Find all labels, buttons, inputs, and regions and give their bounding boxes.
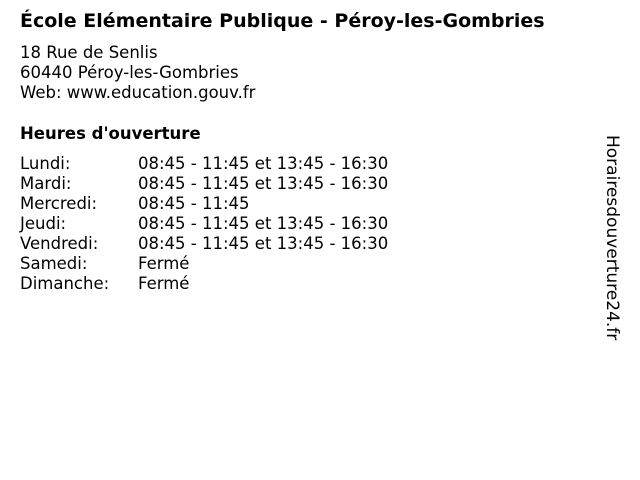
day-label: Mardi: xyxy=(20,174,72,193)
hours-value: 08:45 - 11:45 et 13:45 - 16:30 xyxy=(138,174,389,193)
street-address: 18 Rue de Senlis xyxy=(20,43,158,62)
city-address: 60440 Péroy-les-Gombries xyxy=(20,63,239,82)
address-block xyxy=(20,43,255,103)
page-title: École Elémentaire Publique - Péroy-les-Gombries xyxy=(20,10,545,32)
day-label: Dimanche: xyxy=(20,274,110,293)
day-label: Mercredi: xyxy=(20,194,98,213)
day-label: Samedi: xyxy=(20,254,88,273)
hours-value: 08:45 - 11:45 xyxy=(138,194,250,213)
site-watermark: Horairesdouverture24.fr xyxy=(602,135,622,341)
hours-value: Fermé xyxy=(138,254,190,273)
day-label: Jeudi: xyxy=(20,214,67,233)
day-label: Vendredi: xyxy=(20,234,99,253)
hours-value: 08:45 - 11:45 et 13:45 - 16:30 xyxy=(138,154,389,173)
hours-value: 08:45 - 11:45 et 13:45 - 16:30 xyxy=(138,234,389,253)
opening-hours-heading: Heures d'ouverture xyxy=(20,124,201,143)
website-text: Web: www.education.gouv.fr xyxy=(20,83,256,102)
day-label: Lundi: xyxy=(20,154,71,173)
hours-value: Fermé xyxy=(138,274,190,293)
hours-value: 08:45 - 11:45 et 13:45 - 16:30 xyxy=(138,214,389,233)
